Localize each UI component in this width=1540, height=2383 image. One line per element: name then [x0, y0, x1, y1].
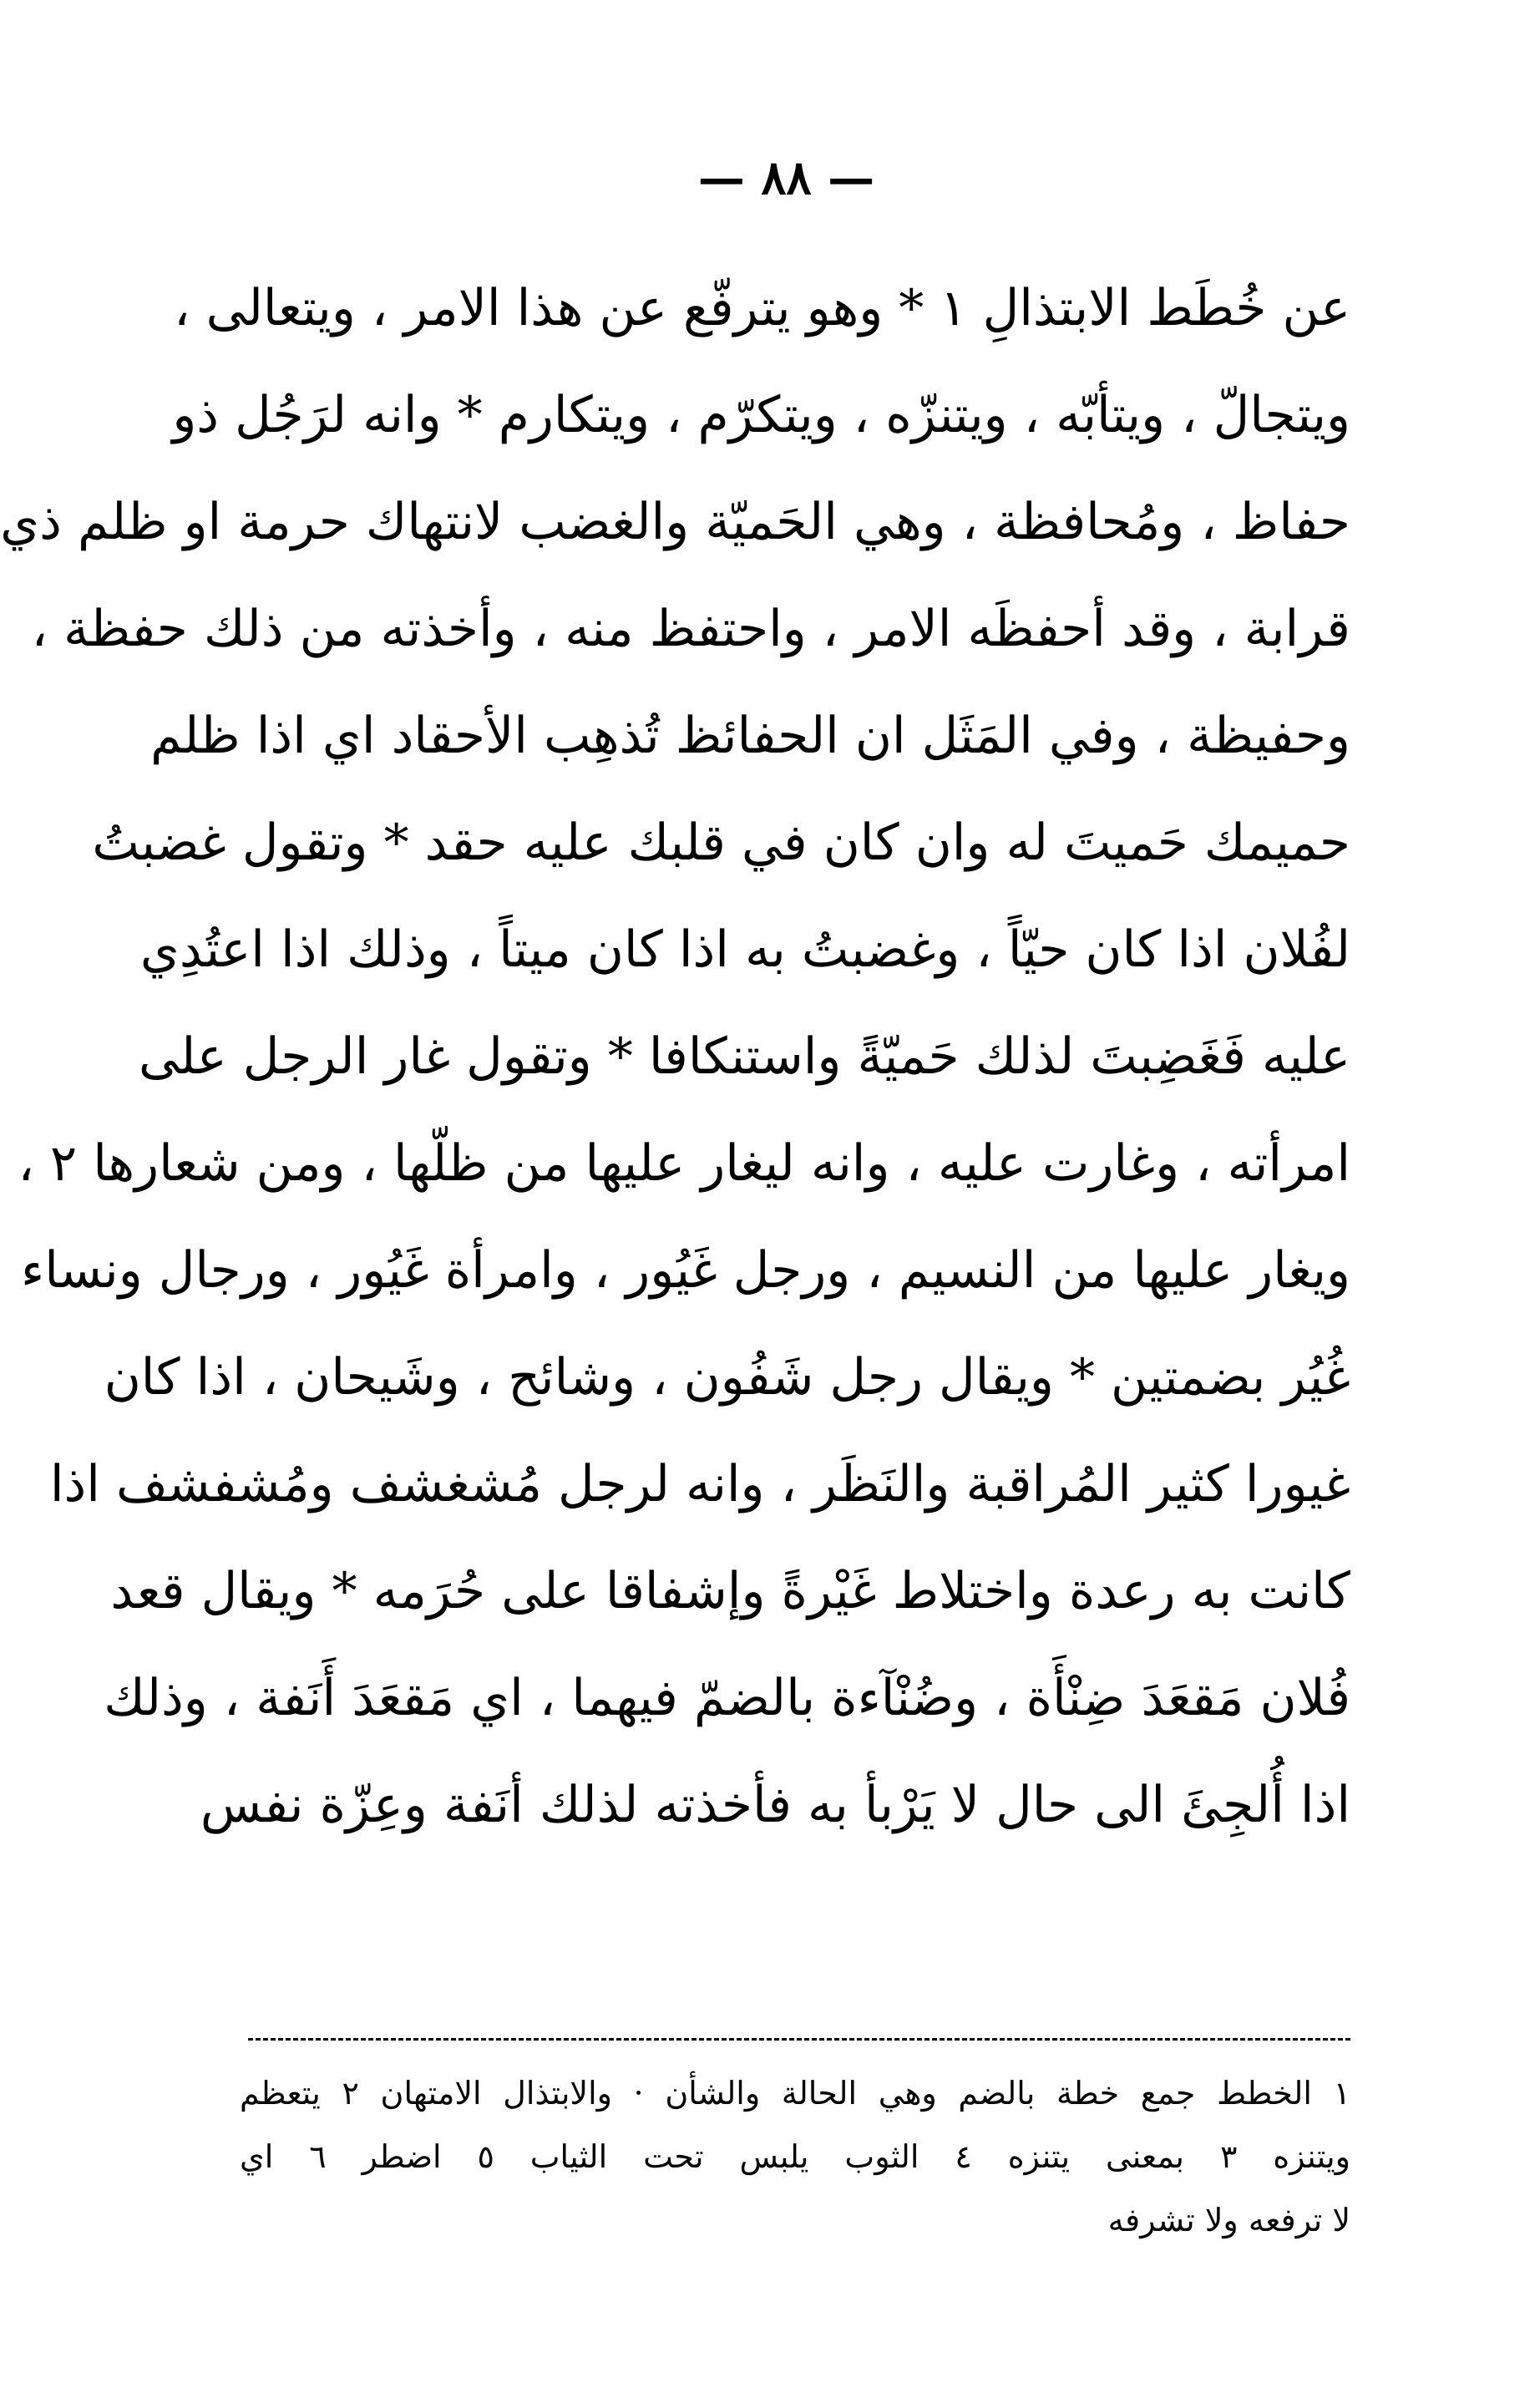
body-line: عليه فَغَضِبتَ لذلك حَميّةً واستنكافا * وتقول غار الرجل على: [139, 1027, 1350, 1086]
body-line: قرابة ، وقد أحفظَه الامر ، واحتفظ منه ، وأخذته من ذلك حفظة ،: [31, 600, 1350, 658]
body-line: فُلان مَقعَدَ ضِنْأَة ، وضُنْآءة بالضمّ فيهما ، اي مَقعَدَ أَنَفة ، وذلك: [104, 1669, 1350, 1727]
body-line: وحفيظة ، وفي المَثَل ان الحفائظ تُذهِب الأحقاد اي اذا ظلم: [150, 707, 1350, 765]
footnote-line: لا ترفعه ولا تشرفه: [1107, 2202, 1350, 2238]
body-text: [0, 255, 1350, 1858]
footnote-divider: [248, 2038, 1350, 2041]
body-line: غُيُر بضمتين * ويقال رجل شَفُون ، وشائح ، وشَيحان ، اذا كان: [104, 1348, 1350, 1407]
footnotes: [240, 2061, 1350, 2252]
body-line: لفُلان اذا كان حيّاً ، وغضبتُ به اذا كان ميتاً ، وذلك اذا اعتُدِي: [139, 920, 1350, 979]
body-line: غيورا كثير المُراقبة والنَظَر ، وانه لرجل مُشغشف ومُشفشف اذا: [49, 1455, 1350, 1513]
body-line: ويتجالّ ، ويتأبّه ، ويتنزّه ، ويتكرّم ، ويتكارم * وانه لرَجُل ذو: [172, 386, 1350, 444]
body-line: حفاظ ، ومُحافظة ، وهي الحَميّة والغضب لانتهاك حرمة او ظلم ذي: [0, 493, 1350, 551]
body-line: اذا أُلجِئَ الى حال لا يَرْبأ به فأخذته لذلك أنَفة وعِزّة نفس: [200, 1776, 1350, 1834]
footnote-line: ١ الخطط جمع خطة بالضم وهي الحالة والشأن · والابتذال الامتهان ٢ يتعظم: [240, 2075, 1350, 2112]
body-line: عن خُطَط الابتذالِ ١ * وهو يترفّع عن هذا الامر ، ويتعالى ،: [174, 279, 1350, 337]
body-line: ويغار عليها من النسيم ، ورجل غَيُور ، وامرأة غَيُور ، ورجال ونساء: [21, 1241, 1350, 1300]
page-number: — ٨٨ —: [697, 150, 875, 205]
body-line: امرأته ، وغارت عليه ، وانه ليغار عليها من ظلّها ، ومن شعارها ٢ ،: [18, 1134, 1350, 1193]
body-line: كانت به رعدة واختلاط غَيْرةً وإشفاقا على حُرَمه * ويقال قعد: [110, 1562, 1350, 1620]
footnote-line: ويتنزه ٣ بمعنى يتنزه ٤ الثوب يلبس تحت الثياب ٥ اضطر ٦ اي: [240, 2138, 1351, 2175]
body-line: حميمك حَميتَ له وان كان في قلبك عليه حقد * وتقول غضبتُ: [92, 814, 1350, 872]
